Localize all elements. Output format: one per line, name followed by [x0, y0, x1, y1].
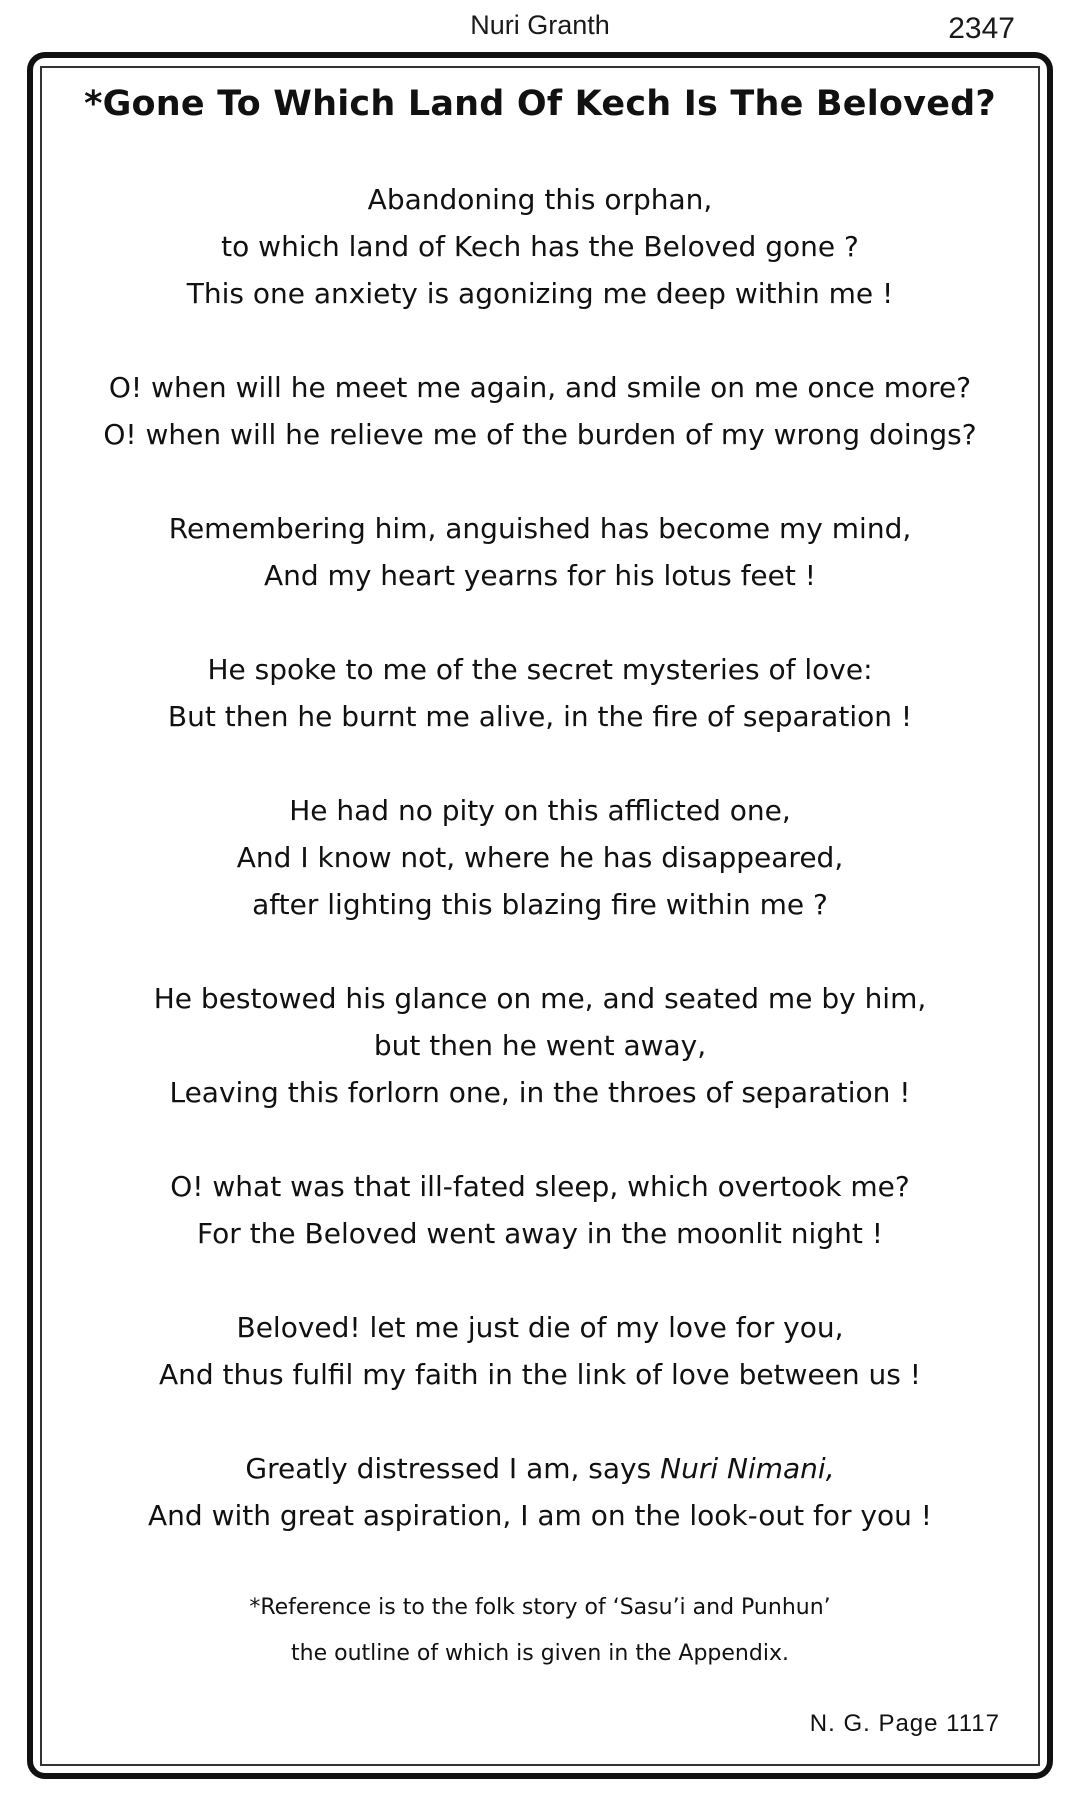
stanza — [42, 364, 1038, 458]
page-number: 2347 — [948, 12, 1015, 45]
poem-line: to which land of Kech has the Beloved gone ? — [221, 230, 859, 263]
poem-line: For the Beloved went away in the moonlit night ! — [197, 1217, 883, 1250]
poem-line: And thus fulfil my faith in the link of love between us ! — [158, 1358, 922, 1391]
poem-line: But then he burnt me alive, in the fire of separation ! — [167, 700, 913, 733]
footnote-line: *Reference is to the folk story of ‘Sasu’i and Punhun’ — [249, 1595, 831, 1620]
poem-line: but then he went away, — [373, 1029, 707, 1062]
poem-line: Leaving this forlorn one, in the throes of separation ! — [169, 1076, 911, 1109]
stanza — [42, 505, 1038, 599]
poem-title: *Gone To Which Land Of Kech Is The Beloved? — [84, 84, 996, 124]
stanza — [42, 646, 1038, 740]
stanza — [42, 1304, 1038, 1398]
poem-line: O! when will he meet me again, and smile on me once more? — [108, 371, 972, 404]
final-stanza — [42, 1445, 1038, 1539]
stanza — [42, 1163, 1038, 1257]
poem-line: And with great aspiration, I am on the look-out for you ! — [148, 1499, 932, 1532]
poem-line: Beloved! let me just die of my love for you, — [236, 1311, 844, 1344]
poem-line: He bestowed his glance on me, and seated me by him, — [153, 982, 927, 1015]
poem-line: Abandoning this orphan, — [367, 183, 713, 216]
page-reference: N. G. Page 1117 — [809, 1710, 1000, 1737]
footnote — [42, 1585, 1038, 1677]
poem-line: Remembering him, anguished has become my mind, — [168, 512, 912, 545]
poet-name: Nuri Nimani, — [660, 1452, 835, 1485]
poem-line: after lighting this blazing fire within me ? — [252, 888, 828, 921]
poem-line: He spoke to me of the secret mysteries of love: — [207, 653, 873, 686]
poem-line: O! when will he relieve me of the burden of my wrong doings? — [103, 418, 977, 451]
poem-line: He had no pity on this afflicted one, — [289, 794, 791, 827]
page-header — [0, 8, 1080, 48]
footnote-line: the outline of which is given in the Appendix. — [291, 1641, 789, 1666]
poem-body — [42, 176, 1038, 1586]
poem-line: And my heart yearns for his lotus feet ! — [263, 559, 816, 592]
stanza — [42, 176, 1038, 317]
poem-line: This one anxiety is agonizing me deep within me ! — [186, 277, 894, 310]
stanza — [42, 787, 1038, 928]
poem-line: O! what was that ill-fated sleep, which overtook me? — [170, 1170, 910, 1203]
poem-line-prefix: Greatly distressed I am, says — [245, 1452, 661, 1485]
poem-line — [42, 1445, 1038, 1492]
book-title: Nuri Granth — [470, 10, 610, 40]
poem-line: And I know not, where he has disappeared, — [236, 841, 844, 874]
stanza — [42, 975, 1038, 1116]
